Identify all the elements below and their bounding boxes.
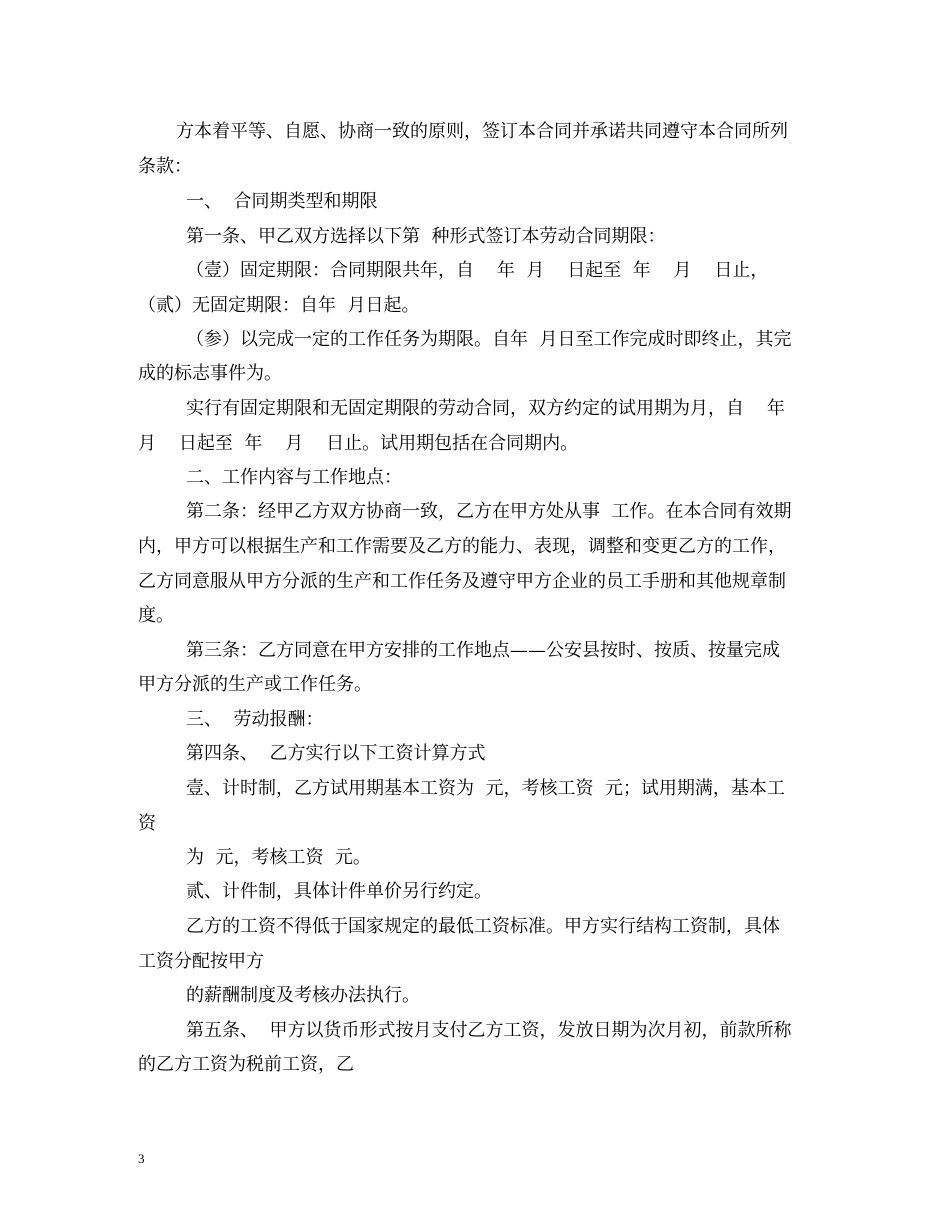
text-line: 实行有固定期限和无固定期限的劳动合同，双方约定的试用期为月，自 年 (186, 398, 785, 419)
section-heading: 三、 劳动报酬： (186, 709, 324, 730)
text-line: 的薪酬制度及考核办法执行。 (186, 985, 420, 1006)
text-line: 第三条：乙方同意在甲方安排的工作地点——公安县按时、按质、按量完成 (186, 640, 780, 661)
text-line: 方本着平等、自愿、协商一致的原则，签订本合同并承诺共同遵守本合同所列 (176, 121, 788, 142)
text-line: 成的标志事件为。 (138, 363, 282, 384)
text-line: 内，甲方可以根据生产和工作需要及乙方的能力、表现，调整和变更乙方的工作， (138, 536, 786, 557)
text-line: 壹、计时制，乙方试用期基本工资为 元，考核工资 元；试用期满，基本工 (186, 778, 785, 799)
text-line: 的乙方工资为税前工资，乙 (138, 1054, 354, 1075)
text-line: 第一条、甲乙双方选择以下第 种形式签订本劳动合同期限： (186, 226, 666, 247)
text-line: （参）以完成一定的工作任务为期限。自年 月日至工作完成时即终止，其完 (186, 329, 792, 350)
text-line: 度。 (138, 605, 174, 626)
text-line: 条款： (138, 156, 192, 177)
section-heading: 二、工作内容与工作地点： (186, 467, 402, 488)
text-line: （贰）无固定期限：自年 月日起。 (138, 295, 420, 316)
text-line: 甲方分派的生产或工作任务。 (138, 674, 372, 695)
page-number: 3 (138, 1151, 145, 1166)
text-line: 第五条、 甲方以货币形式按月支付乙方工资，发放日期为次月初，前款所称 (186, 1020, 792, 1041)
text-line: （壹）固定期限：合同期限共年，自 年 月 日起至 年 月 日止， (186, 260, 769, 281)
text-line: 乙方的工资不得低于国家规定的最低工资标准。甲方实行结构工资制，具体 (186, 916, 780, 937)
text-line: 月 日起至 年 月 日止。试用期包括在合同期内。 (138, 433, 579, 454)
section-heading: 一、 合同期类型和期限 (186, 191, 378, 212)
text-line: 乙方同意服从甲方分派的生产和工作任务及遵守甲方企业的员工手册和其他规章制 (138, 571, 786, 592)
text-line: 第四条、 乙方实行以下工资计算方式 (186, 743, 486, 764)
text-line: 资 (138, 813, 156, 834)
text-line: 第二条：经甲乙方双方协商一致，乙方在甲方处从事 工作。在本合同有效期 (186, 501, 792, 522)
text-line: 为 元，考核工资 元。 (186, 847, 371, 868)
text-line: 工资分配按甲方 (138, 951, 264, 972)
text-line: 贰、计件制，具体计件单价另行约定。 (186, 881, 492, 902)
